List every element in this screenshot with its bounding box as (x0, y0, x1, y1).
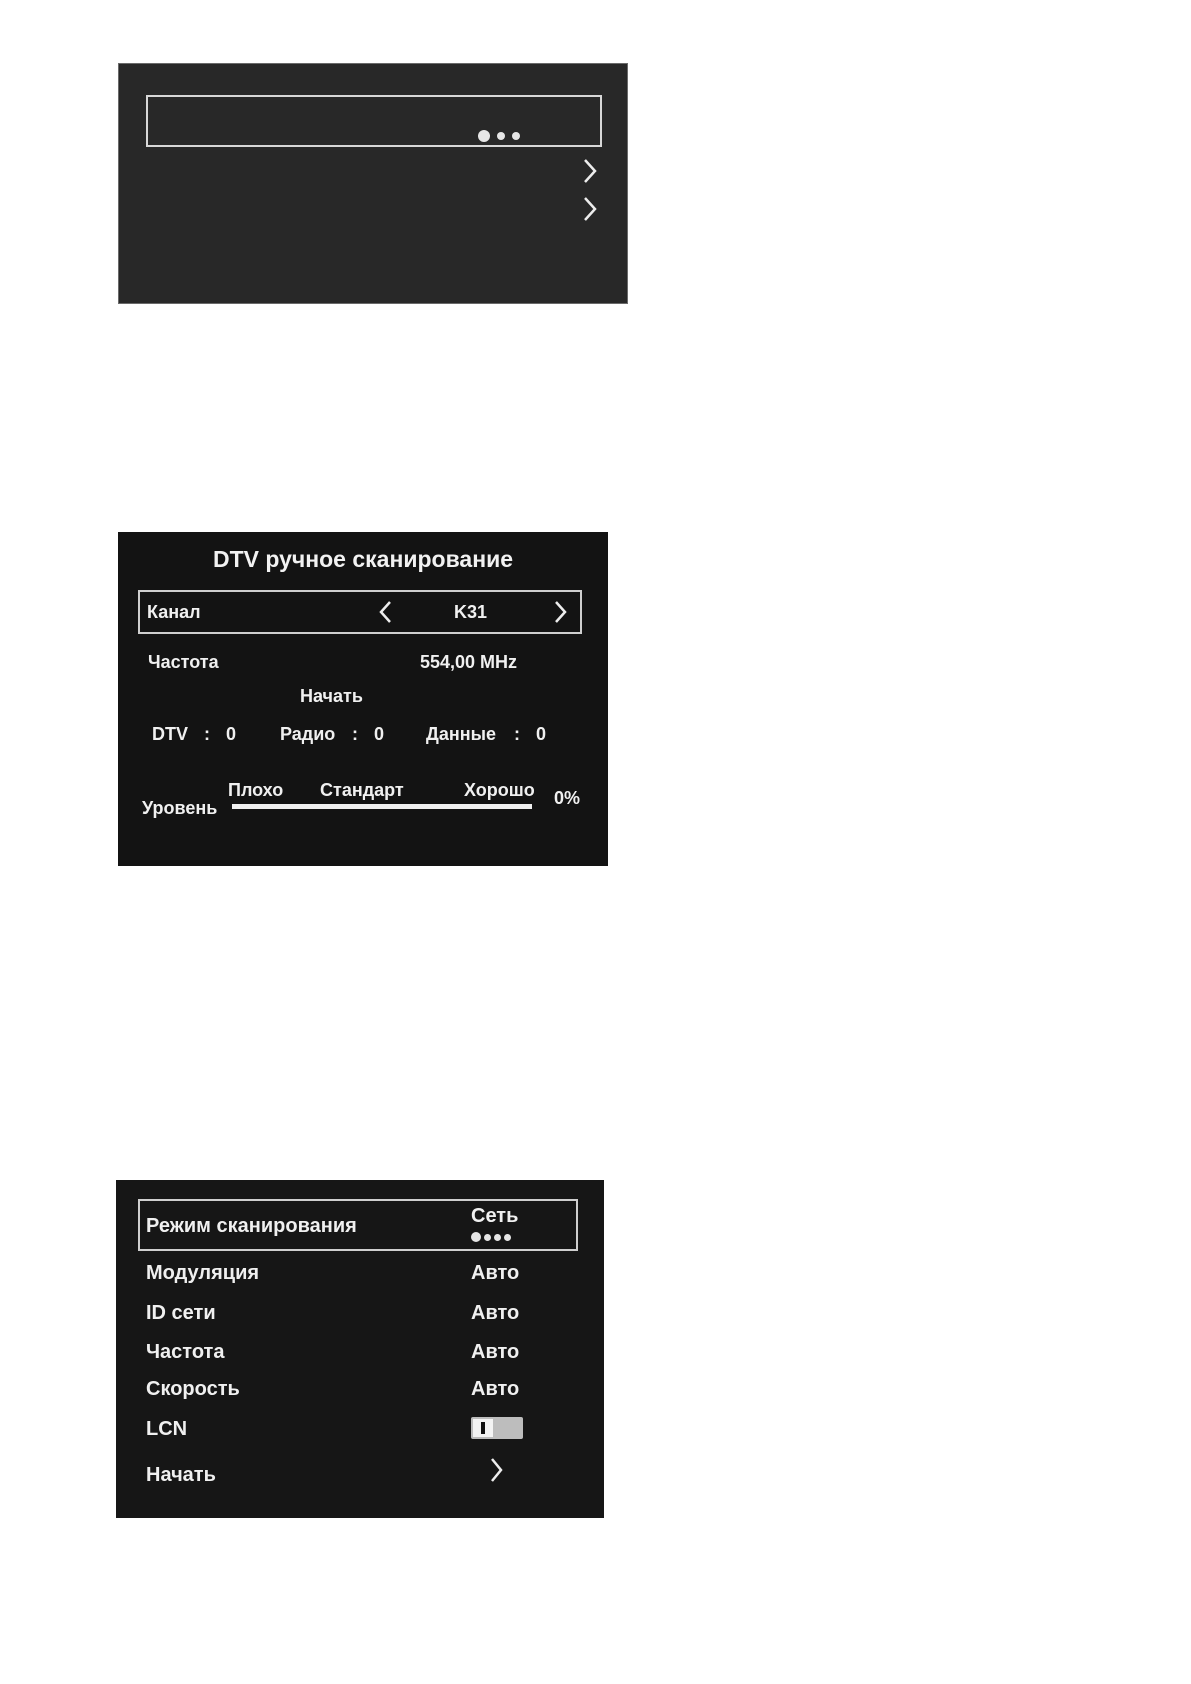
page-dot (494, 1234, 501, 1241)
page-dot (484, 1234, 491, 1241)
chevron-right-icon (582, 157, 598, 185)
lcn-label: LCN (146, 1418, 188, 1440)
frequency-value[interactable]: Авто (471, 1341, 520, 1363)
symbol-rate-value[interactable]: Авто (471, 1378, 520, 1400)
page-dot-active (471, 1232, 481, 1242)
settings-menu-panel (118, 63, 628, 304)
level-scale-standard: Стандарт (320, 780, 404, 800)
frequency-value: 554,00 MHz (420, 652, 518, 672)
page-dot-active (478, 130, 490, 142)
network-scan-settings-panel (116, 1180, 604, 1518)
menu-row-submenu-2[interactable] (146, 195, 602, 229)
channel-selector[interactable] (138, 590, 582, 634)
level-percent: 0% (554, 788, 581, 808)
channel-value: K31 (454, 602, 488, 622)
dtv-manual-scan-panel (118, 532, 608, 866)
chevron-right-icon[interactable] (554, 600, 568, 624)
panel-title: DTV ручное сканирование (212, 546, 514, 572)
page-dot (497, 132, 505, 140)
page-indicator-dots (471, 1232, 511, 1242)
frequency-label: Частота (148, 652, 219, 672)
page-dot (512, 132, 520, 140)
menu-row-submenu-1[interactable] (146, 157, 602, 191)
separator: : (514, 724, 520, 744)
data-count-value: 0 (536, 724, 547, 744)
network-id-label: ID сети (146, 1302, 216, 1324)
radio-count-value: 0 (374, 724, 385, 744)
channel-label: Канал (147, 602, 201, 622)
network-id-value[interactable]: Авто (471, 1302, 520, 1324)
separator: : (204, 724, 210, 744)
start-label: Начать (146, 1464, 216, 1486)
symbol-rate-label: Скорость (146, 1378, 240, 1400)
scan-mode-label: Режим сканирования (146, 1215, 357, 1237)
signal-level-bar (232, 804, 532, 809)
menu-row-selected[interactable] (146, 95, 602, 147)
data-count-label: Данные (426, 724, 496, 744)
toggle-knob (473, 1419, 493, 1437)
frequency-label: Частота (146, 1341, 225, 1363)
level-scale-bad: Плохо (228, 780, 284, 800)
chevron-right-icon (582, 195, 598, 223)
dtv-count-value: 0 (226, 724, 237, 744)
scan-mode-value: Сеть (471, 1205, 519, 1227)
start-scan-button[interactable]: Начать (300, 686, 363, 706)
dtv-count-label: DTV (152, 724, 188, 744)
page-indicator-dots (478, 130, 520, 142)
separator: : (352, 724, 358, 744)
chevron-right-icon[interactable] (490, 1457, 504, 1483)
modulation-label: Модуляция (146, 1262, 260, 1284)
level-label: Уровень (142, 798, 218, 818)
modulation-value[interactable]: Авто (471, 1262, 520, 1284)
radio-count-label: Радио (280, 724, 336, 744)
level-scale-good: Хорошо (464, 780, 535, 800)
page-dot (504, 1234, 511, 1241)
lcn-toggle[interactable] (471, 1417, 523, 1439)
chevron-left-icon[interactable] (378, 600, 392, 624)
